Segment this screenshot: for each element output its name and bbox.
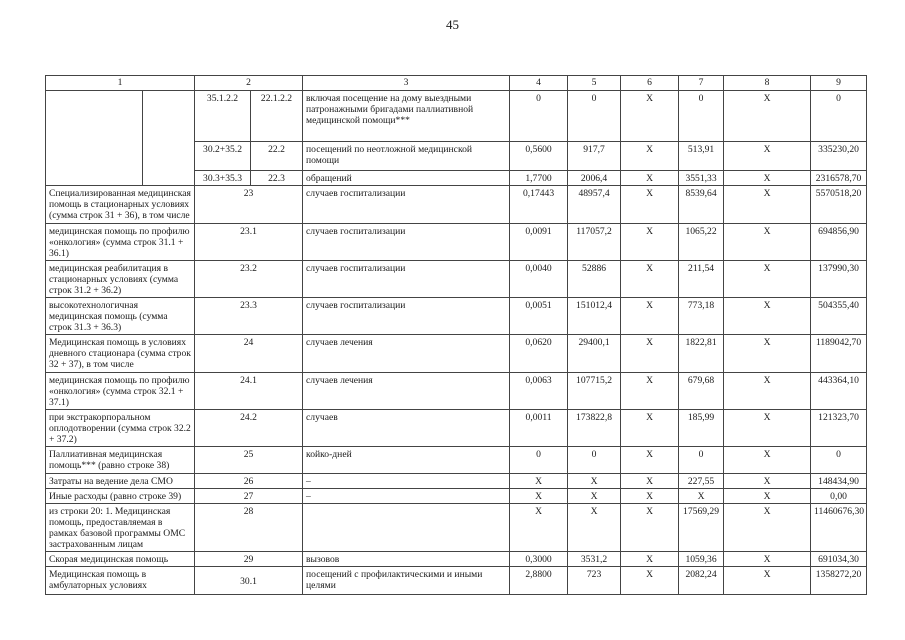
value-cell: 5570518,20: [811, 186, 867, 224]
unit-cell: обращений: [303, 171, 510, 186]
unit-cell: [303, 504, 510, 552]
value-cell: X: [724, 261, 811, 298]
value-cell: 1059,36: [679, 552, 724, 567]
unit-cell: посещений по неотложной медицинской помощи: [303, 142, 510, 171]
table-row: [46, 447, 867, 474]
value-cell: 48957,4: [568, 186, 621, 224]
value-cell: X: [724, 373, 811, 410]
table-row: [46, 91, 867, 142]
row-number-cell: 23.1: [195, 224, 303, 261]
value-cell: X: [621, 447, 679, 474]
value-cell: X: [568, 474, 621, 489]
value-cell: X: [621, 474, 679, 489]
code-b-cell: 22.1.2.2: [251, 91, 303, 142]
value-cell: 0: [510, 91, 568, 142]
header-row: [46, 76, 867, 91]
row-name-cell: высокотехнологичная медицинская помощь (сумма строк 31.3 + 36.3): [46, 298, 195, 335]
value-cell: X: [621, 298, 679, 335]
value-cell: X: [724, 142, 811, 171]
header-cell: 9: [811, 76, 867, 91]
value-cell: 117057,2: [568, 224, 621, 261]
unit-cell: случаев госпитализации: [303, 261, 510, 298]
value-cell: 0,0040: [510, 261, 568, 298]
value-cell: X: [568, 489, 621, 504]
row-number-cell: 25: [195, 447, 303, 474]
value-cell: X: [510, 489, 568, 504]
row-name-cell: из строки 20: 1. Медицинская помощь, предоставляемая в рамках базовой программы ОМС застрахованным лицам: [46, 504, 195, 552]
value-cell: X: [621, 171, 679, 186]
header-cell: 8: [724, 76, 811, 91]
code-b-cell: 22.3: [251, 171, 303, 186]
row-number-cell: 24.2: [195, 410, 303, 447]
value-cell: X: [621, 224, 679, 261]
value-cell: 773,18: [679, 298, 724, 335]
row-number-cell: 23: [195, 186, 303, 224]
value-cell: 0: [568, 447, 621, 474]
row-name-cell: Медицинская помощь в амбулаторных условиях: [46, 567, 195, 595]
value-cell: 917,7: [568, 142, 621, 171]
value-cell: 0,0620: [510, 335, 568, 373]
value-cell: X: [621, 489, 679, 504]
row-name-cell: Скорая медицинская помощь: [46, 552, 195, 567]
row-number-cell: 23.2: [195, 261, 303, 298]
unit-cell: случаев лечения: [303, 373, 510, 410]
table-row: [46, 298, 867, 335]
row-name-cell: Паллиативная медицинская помощь*** (равно строке 38): [46, 447, 195, 474]
table-row: [46, 373, 867, 410]
value-cell: X: [724, 410, 811, 447]
header-cell: 6: [621, 76, 679, 91]
table-row: [46, 567, 867, 595]
value-cell: 0,00: [811, 489, 867, 504]
value-cell: X: [621, 261, 679, 298]
table-row: [46, 335, 867, 373]
value-cell: X: [724, 91, 811, 142]
value-cell: 3531,2: [568, 552, 621, 567]
value-cell: X: [724, 171, 811, 186]
value-cell: 0: [679, 447, 724, 474]
value-cell: X: [621, 410, 679, 447]
value-cell: X: [724, 298, 811, 335]
value-cell: 17569,29: [679, 504, 724, 552]
value-cell: X: [621, 186, 679, 224]
row-name-cell: медицинская помощь по профилю «онкология» (сумма строк 32.1 + 37.1): [46, 373, 195, 410]
unit-cell: койко-дней: [303, 447, 510, 474]
unit-cell: случаев лечения: [303, 335, 510, 373]
value-cell: X: [679, 489, 724, 504]
value-cell: 2006,4: [568, 171, 621, 186]
value-cell: X: [724, 186, 811, 224]
value-cell: X: [724, 224, 811, 261]
table-row: [46, 552, 867, 567]
value-cell: X: [724, 552, 811, 567]
value-cell: 0: [568, 91, 621, 142]
row-name-cell: Специализированная медицинская помощь в стационарных условиях (сумма строк 31 + 36), в том числе: [46, 186, 195, 224]
value-cell: X: [621, 552, 679, 567]
value-cell: 2,8800: [510, 567, 568, 595]
value-cell: X: [621, 91, 679, 142]
row-name-cell: Затраты на ведение дела СМО: [46, 474, 195, 489]
table-row: [46, 489, 867, 504]
row-number-cell: 30.1: [195, 567, 303, 595]
value-cell: X: [724, 504, 811, 552]
value-cell: 335230,20: [811, 142, 867, 171]
unit-cell: случаев госпитализации: [303, 224, 510, 261]
row-name-cell: Иные расходы (равно строке 39): [46, 489, 195, 504]
header-cell: 1: [46, 76, 195, 91]
value-cell: 148434,90: [811, 474, 867, 489]
row-name-cell: медицинская помощь по профилю «онкология» (сумма строк 31.1 + 36.1): [46, 224, 195, 261]
value-cell: X: [621, 567, 679, 595]
table-row: [46, 224, 867, 261]
page-number: 45: [446, 17, 459, 32]
value-cell: 185,99: [679, 410, 724, 447]
value-cell: 11460676,30: [811, 504, 867, 552]
unit-cell: случаев госпитализации: [303, 186, 510, 224]
row-number-cell: 23.3: [195, 298, 303, 335]
value-cell: 52886: [568, 261, 621, 298]
value-cell: X: [510, 474, 568, 489]
value-cell: 694856,90: [811, 224, 867, 261]
value-cell: 0: [811, 91, 867, 142]
value-cell: X: [568, 504, 621, 552]
unit-cell: посещений с профилактическими и иными целями: [303, 567, 510, 595]
value-cell: X: [724, 567, 811, 595]
value-cell: X: [621, 335, 679, 373]
row-name-cell: Медицинская помощь в условиях дневного стационара (сумма строк 32 + 37), в том числе: [46, 335, 195, 373]
row-number-cell: 27: [195, 489, 303, 504]
value-cell: 0,17443: [510, 186, 568, 224]
code-a-cell: 35.1.2.2: [195, 91, 251, 142]
value-cell: X: [510, 504, 568, 552]
row-number-cell: 24.1: [195, 373, 303, 410]
value-cell: X: [621, 142, 679, 171]
unit-cell: вызовов: [303, 552, 510, 567]
row-number-cell: 24: [195, 335, 303, 373]
value-cell: 0,0063: [510, 373, 568, 410]
value-cell: 1358272,20: [811, 567, 867, 595]
value-cell: X: [621, 504, 679, 552]
value-cell: 29400,1: [568, 335, 621, 373]
unit-cell: случаев: [303, 410, 510, 447]
value-cell: 121323,70: [811, 410, 867, 447]
value-cell: 0: [679, 91, 724, 142]
row-number-cell: 26: [195, 474, 303, 489]
value-cell: 0,0011: [510, 410, 568, 447]
header-cell: 5: [568, 76, 621, 91]
unit-cell: случаев госпитализации: [303, 298, 510, 335]
value-cell: 0,3000: [510, 552, 568, 567]
value-cell: 173822,8: [568, 410, 621, 447]
row-name-cell: медицинская реабилитация в стационарных условиях (сумма строк 31.2 + 36.2): [46, 261, 195, 298]
table-row: [46, 186, 867, 224]
value-cell: 211,54: [679, 261, 724, 298]
table-row: [46, 474, 867, 489]
unit-cell: –: [303, 474, 510, 489]
value-cell: X: [724, 489, 811, 504]
table-row: [46, 261, 867, 298]
value-cell: 679,68: [679, 373, 724, 410]
value-cell: X: [621, 373, 679, 410]
header-cell: 7: [679, 76, 724, 91]
value-cell: X: [724, 474, 811, 489]
value-cell: 504355,40: [811, 298, 867, 335]
value-cell: 3551,33: [679, 171, 724, 186]
row-name-cell: при экстракорпоральном оплодотворении (сумма строк 32.2 + 37.2): [46, 410, 195, 447]
unit-cell: –: [303, 489, 510, 504]
value-cell: 0: [811, 447, 867, 474]
value-cell: 1189042,70: [811, 335, 867, 373]
unit-cell: включая посещение на дому выездными патронажными бригадами паллиативной медицинской помощи***: [303, 91, 510, 142]
value-cell: 8539,64: [679, 186, 724, 224]
row-number-cell: 28: [195, 504, 303, 552]
value-cell: X: [724, 335, 811, 373]
empty-cell: [46, 91, 143, 186]
value-cell: 443364,10: [811, 373, 867, 410]
value-cell: 1065,22: [679, 224, 724, 261]
value-cell: 137990,30: [811, 261, 867, 298]
value-cell: 151012,4: [568, 298, 621, 335]
code-b-cell: 22.2: [251, 142, 303, 171]
header-cell: 4: [510, 76, 568, 91]
value-cell: 0,0051: [510, 298, 568, 335]
value-cell: 227,55: [679, 474, 724, 489]
empty-cell: [143, 91, 195, 186]
value-cell: 513,91: [679, 142, 724, 171]
value-cell: 107715,2: [568, 373, 621, 410]
value-cell: 691034,30: [811, 552, 867, 567]
value-cell: 0,0091: [510, 224, 568, 261]
row-number-cell: 29: [195, 552, 303, 567]
value-cell: 0: [510, 447, 568, 474]
value-cell: 1,7700: [510, 171, 568, 186]
table-row: [46, 410, 867, 447]
data-table: [45, 75, 867, 595]
value-cell: X: [724, 447, 811, 474]
value-cell: 2316578,70: [811, 171, 867, 186]
table-row: [46, 504, 867, 552]
code-a-cell: 30.2+35.2: [195, 142, 251, 171]
header-cell: 2: [195, 76, 303, 91]
header-cell: 3: [303, 76, 510, 91]
value-cell: 0,5600: [510, 142, 568, 171]
value-cell: 2082,24: [679, 567, 724, 595]
code-a-cell: 30.3+35.3: [195, 171, 251, 186]
value-cell: 1822,81: [679, 335, 724, 373]
value-cell: 723: [568, 567, 621, 595]
